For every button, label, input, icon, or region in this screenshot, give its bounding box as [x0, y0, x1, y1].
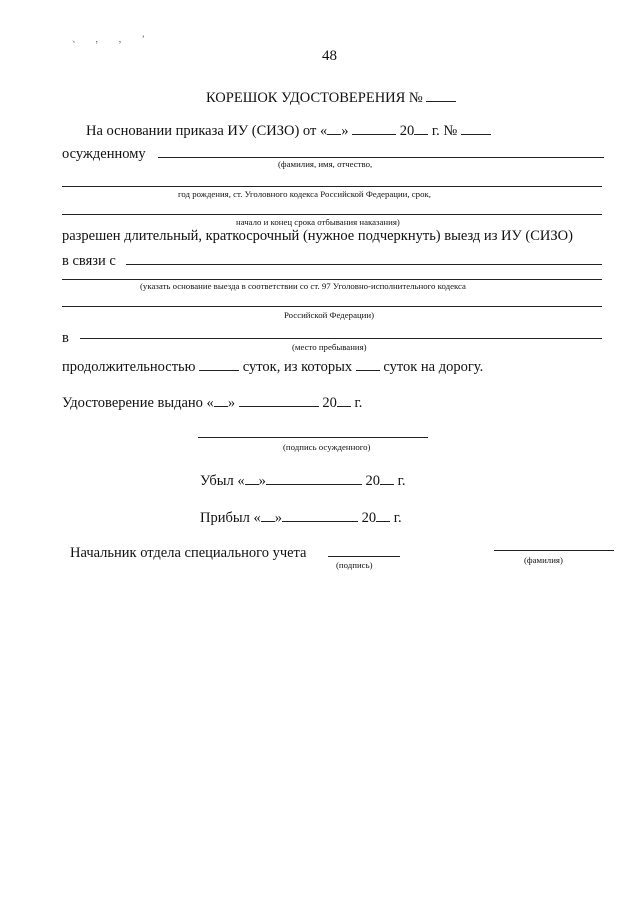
duration-travel-text: суток на дорогу.	[383, 359, 484, 375]
hint-signature: (подпись)	[336, 560, 373, 570]
term-field[interactable]	[62, 214, 602, 215]
duration-prefix: продолжительностью	[62, 359, 196, 375]
duration-days-text: суток, из которых	[242, 359, 353, 375]
arrived-year-suffix: г.	[390, 510, 402, 526]
hint-federation: Российской Федерации)	[284, 310, 375, 320]
place-label: в	[62, 330, 69, 346]
arrived-quote-close: »	[274, 510, 282, 526]
arrived-day-field[interactable]	[261, 509, 275, 522]
duration-days-field[interactable]	[199, 358, 239, 371]
order-year-field[interactable]	[414, 122, 428, 135]
travel-days-field[interactable]	[356, 358, 380, 371]
issued-month-field[interactable]	[239, 394, 319, 407]
order-prefix: На основании приказа ИУ (СИЗО) от «	[86, 123, 328, 139]
departed-year-suffix: г.	[393, 473, 406, 489]
document-title	[206, 89, 456, 106]
issued-year-suffix: г.	[350, 395, 363, 411]
head-label: Начальник отдела специального учета	[70, 545, 307, 561]
arrived-line	[200, 509, 402, 526]
birth-info-field[interactable]	[62, 186, 602, 187]
certificate-number-field[interactable]	[426, 89, 456, 102]
issued-year-prefix: 20	[322, 395, 337, 411]
departed-prefix: Убыл «	[200, 473, 245, 489]
hint-name: (фамилия, имя, отчество,	[278, 159, 373, 169]
page-number: 48	[322, 48, 337, 64]
arrived-year-field[interactable]	[376, 509, 390, 522]
issued-day-field[interactable]	[214, 394, 228, 407]
arrived-year-prefix: 20	[361, 510, 377, 526]
issued-year-field[interactable]	[337, 394, 351, 407]
hint-birth: год рождения, ст. Уголовного кодекса Российской Федерации, срок,	[178, 189, 431, 199]
issued-line	[62, 394, 362, 411]
duration-line	[62, 358, 483, 375]
reason-field[interactable]	[126, 264, 602, 265]
order-year-prefix: 20	[399, 123, 415, 139]
hint-term: начало и конец срока отбывания наказания)	[236, 217, 400, 227]
reason-field-final[interactable]	[62, 306, 602, 307]
hint-signature-convicted: (подпись осужденного)	[283, 442, 371, 452]
issued-prefix: Удостоверение выдано «	[62, 395, 214, 411]
issued-quote-close: »	[227, 395, 236, 411]
departed-day-field[interactable]	[245, 472, 259, 485]
convicted-label: осужденному	[62, 146, 146, 162]
hint-place: (место пребывания)	[292, 342, 367, 352]
permission-line: разрешен длительный, краткосрочный (нужное подчеркнуть) выезд из ИУ (СИЗО)	[62, 228, 573, 244]
order-number-field[interactable]	[461, 122, 491, 135]
departed-line	[200, 472, 406, 489]
head-signature-field[interactable]	[328, 556, 400, 557]
order-line	[86, 122, 491, 139]
reason-field-continued[interactable]	[62, 279, 602, 280]
scan-marks: 、 ， ， ʼ	[72, 34, 151, 44]
departed-month-field[interactable]	[266, 472, 362, 485]
order-year-suffix: г. №	[428, 123, 458, 139]
order-quote-close: »	[341, 123, 349, 139]
convicted-name-field[interactable]	[158, 157, 604, 158]
hint-reason: (указать основание выезда в соответствии со ст. 97 Уголовно-исполнительного кодекса	[140, 281, 466, 291]
title-text: КОРЕШОК УДОСТОВЕРЕНИЯ №	[206, 90, 423, 106]
arrived-month-field[interactable]	[282, 509, 358, 522]
arrived-prefix: Прибыл «	[200, 510, 261, 526]
head-surname-field[interactable]	[494, 550, 614, 551]
departed-year-field[interactable]	[380, 472, 394, 485]
hint-surname: (фамилия)	[524, 555, 563, 565]
departed-year-prefix: 20	[365, 473, 380, 489]
order-month-field[interactable]	[352, 122, 396, 135]
reason-label: в связи с	[62, 253, 116, 269]
order-day-field[interactable]	[327, 122, 341, 135]
convicted-signature-field[interactable]	[198, 437, 428, 438]
departed-quote-close: »	[258, 473, 266, 489]
place-field[interactable]	[80, 338, 602, 339]
